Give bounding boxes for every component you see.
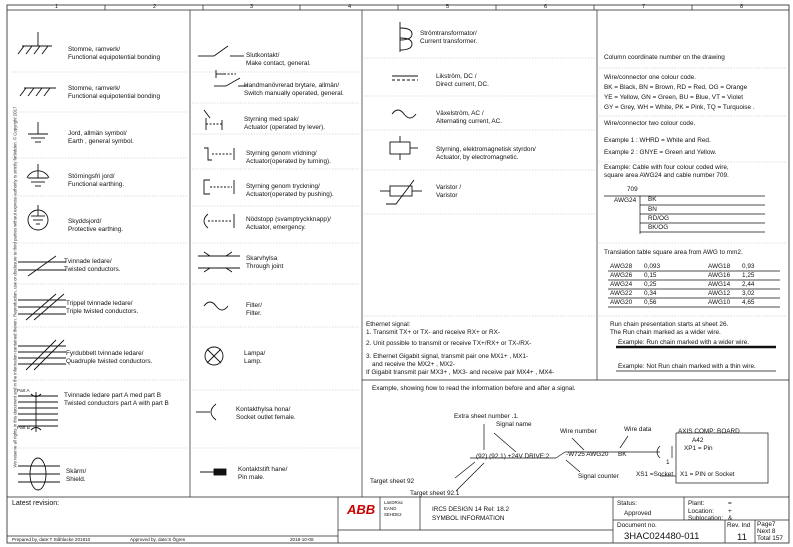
copyright-note: We reserve all rights in this document and in the information contained therein. Reproduction, use or disclosure to third parties without express authority is strictly forbidden. © Copyright 2017 <box>12 106 18 468</box>
example-text: Example 2 : GNYE = Green and Yellow. <box>604 149 717 156</box>
electromagnetic-actuator-icon <box>390 136 418 160</box>
symbol-label-en: Varistor <box>436 192 458 199</box>
example-text: Example 1 : WHRD = White and Red. <box>604 137 711 144</box>
symbol-label-en: Make contact, general. <box>246 60 311 67</box>
colour-codes: YE = Yellow, GN = Green, BU = Blue, VT = Violet <box>604 94 744 101</box>
awg-cell: AWG26 <box>610 272 633 279</box>
pin-male-icon <box>200 469 226 475</box>
column-coord-note: Column coordinate number on the drawing <box>604 54 725 61</box>
cable-wire: RD/OG <box>648 215 669 222</box>
cable-awg: AWG24 <box>614 197 637 204</box>
column-number: 6 <box>544 4 548 10</box>
twisted-conductors-icon <box>18 256 66 276</box>
lamp-icon <box>205 347 223 365</box>
symbol-label-sv: Handmanövrerad brytare, allmän/ <box>244 82 340 89</box>
latest-revision-label: Latest revision: <box>12 500 60 507</box>
varistor-icon <box>380 180 422 204</box>
revision-value: 11 <box>737 532 747 543</box>
plant-label: Plant: <box>688 500 705 507</box>
signal-name-label: Signal name <box>496 421 532 428</box>
symbol-label-en: Actuator(operated by turning). <box>246 158 331 165</box>
language-code: EANO <box>384 506 397 511</box>
symbol-label-sv: Fyrdubbelt tvinnade ledare/ <box>66 350 144 357</box>
prepared-by: Prepared by, date:T Ståhlacke 201810 <box>12 537 91 542</box>
symbol-label-en: Socket outlet female. <box>236 414 296 421</box>
total-pages: Total 157 <box>757 535 783 542</box>
frame-bonding-icon <box>18 32 52 54</box>
awg-cell: 0,093 <box>644 263 660 270</box>
symbol-label-sv: Skarvhylsa <box>246 255 278 262</box>
symbol-label-sv: Skyddsjord/ <box>68 218 102 225</box>
axis-comp-label: AXIS COMP: BOARD <box>678 428 740 435</box>
symbol-label-en: Shield. <box>66 476 86 483</box>
symbol-label-sv: Störningsfri jord/ <box>68 173 115 180</box>
awg-cell: AWG14 <box>708 281 731 288</box>
symbol-label-sv: Filter/ <box>246 302 262 309</box>
x1-label: X1 = PIN or Socket <box>680 471 735 478</box>
symbol-label-sv: Lampa/ <box>244 350 266 357</box>
symbol-label-sv: Styrning genom tryckning/ <box>246 183 320 190</box>
symbol-label-sv: Stomme, ramverk/ <box>68 85 121 92</box>
location-label: Location: <box>688 508 714 515</box>
symbol-label-sv: Kontakthylsa hona/ <box>236 406 291 413</box>
column-number: 2 <box>153 4 157 10</box>
awg-cell: 0,56 <box>644 299 657 306</box>
symbol-label-en: Twisted conductors. <box>64 266 121 273</box>
symbol-label-sv: Styrning med spak/ <box>244 116 299 123</box>
signal-reference: (92) (92.1) +24V DRIVE:2 <box>476 453 550 460</box>
awg-cell: 2,44 <box>742 281 755 288</box>
symbol-label-sv: Skärm/ <box>66 468 87 475</box>
symbol-label-sv: Växelström, AC / <box>436 110 484 117</box>
language-code: SEHDE2 <box>384 512 402 517</box>
symbol-label-sv: Varistor / <box>436 184 462 191</box>
make-contact-icon <box>198 46 244 56</box>
run-chain-wide: Example: Run chain marked with a wider wire. <box>618 339 750 346</box>
manual-switch-icon <box>214 70 248 86</box>
document-number: 3HAC024480-011 <box>624 531 700 542</box>
symbol-label-sv: Tvinnade ledare/ <box>64 258 112 265</box>
symbol-label-en: Current transformer. <box>420 38 478 45</box>
run-chain-note: The Run chain marked as a wider wire. <box>610 329 721 336</box>
symbol-label-sv: Likström, DC / <box>436 73 477 80</box>
ethernet-title: Ethernet signal: <box>366 321 411 328</box>
symbol-label-en: Alternating current, AC. <box>436 118 503 125</box>
wire-number-label: Wire number <box>560 428 597 435</box>
colour-code-title: Wire/connector one colour code. <box>604 74 697 81</box>
awg-cell: AWG20 <box>610 299 633 306</box>
functional-earth-icon <box>27 164 49 186</box>
target-sheet-label: Target sheet 92 <box>370 478 415 485</box>
symbol-label-en: Quadruple twisted conductors. <box>66 358 153 365</box>
symbol-label-en: Protective earthing. <box>68 226 124 233</box>
symbol-label-en: Actuator(operated by pushing). <box>246 191 334 198</box>
push-actuator-icon <box>204 180 234 194</box>
awg-cell: AWG10 <box>708 299 731 306</box>
symbol-label-en: Actuator (operated by lever). <box>244 124 325 131</box>
awg-cell: 1,25 <box>742 272 755 279</box>
symbol-label-en: Functional earthing. <box>68 181 125 188</box>
awg-cell: 0,34 <box>644 290 657 297</box>
emergency-stop-icon <box>204 214 234 228</box>
colour-codes: GY = Grey, WH = White, PK = Pink, TQ = Turquoise . <box>604 104 755 111</box>
status-label: Status: <box>617 500 637 507</box>
ethernet-line: 3. Ethernet Gigabit signal, transmit pair one MX1+ , MX1- <box>366 353 529 360</box>
wire-colour: BK <box>618 451 627 458</box>
symbol-label-sv: Kontaktstift hane/ <box>238 466 288 473</box>
abb-logo: ABB <box>347 502 376 517</box>
awg-cell: 0,25 <box>644 281 657 288</box>
awg-cell: AWG12 <box>708 290 731 297</box>
symbol-label-en: Pin male. <box>238 474 265 481</box>
earth-icon <box>28 122 48 142</box>
awg-cell: 4,65 <box>742 299 755 306</box>
status-value: Approved <box>624 510 652 517</box>
column-number: 3 <box>250 4 254 10</box>
symbol-label-en: Triple twisted conductors. <box>66 308 139 315</box>
language-code: LanDRisc <box>384 500 404 505</box>
next-page: Next 8 <box>757 528 776 535</box>
two-colour-title: Wire/connector two colour code. <box>604 120 696 127</box>
xp1-label: XP1 = Pin <box>684 445 713 452</box>
part-a-label: Part A <box>17 388 30 393</box>
xs1-label: XS1 =Socket <box>636 471 674 478</box>
signal-counter-label: Signal counter <box>578 473 619 480</box>
ethernet-line: If Gigabit transmit pair MX3+ , MX3- and receive pair MX4+ , MX4- <box>366 369 555 376</box>
document-number-label: Document no. <box>617 522 657 529</box>
column-number: 1 <box>55 4 59 10</box>
symbol-label-en: Actuator, by electromagnetic. <box>436 154 519 161</box>
target-sheet-label: Target sheet 92.1 <box>410 490 460 497</box>
awg-cell: 0,93 <box>742 263 755 270</box>
through-joint-icon <box>198 252 240 272</box>
symbol-label-en: Actuator, emergency. <box>246 224 306 231</box>
example-text: square area AWG24 and cable number 709. <box>604 172 729 179</box>
quadruple-twisted-icon <box>18 340 66 370</box>
pin-number: 1 <box>666 459 670 466</box>
turn-actuator-icon <box>204 148 234 160</box>
symbol-label-sv: Slutkontakt/ <box>246 52 280 59</box>
cable-wire: BK <box>648 196 657 203</box>
symbol-label-en: Lamp. <box>244 358 262 365</box>
protective-earth-icon <box>28 205 48 230</box>
wire-reference: -W725 AWG20 <box>566 451 609 458</box>
symbol-label-sv: Strömtransformator/ <box>420 30 477 37</box>
column-number: 4 <box>348 4 352 10</box>
page-number: Page7 <box>757 521 776 528</box>
symbol-label-en: Direct current, DC. <box>436 81 489 88</box>
approval-date: 2018-10-08 <box>290 537 314 542</box>
wire-data-label: Wire data <box>624 426 652 433</box>
run-chain-note: Run chain presentation starts at sheet 26. <box>610 321 729 328</box>
lever-actuator-icon <box>204 110 222 130</box>
cable-number: 709 <box>627 186 638 193</box>
symbol-label-en: Through joint <box>246 263 284 270</box>
symbol-label-sv: Trippel tvinnade ledare/ <box>66 300 133 307</box>
run-chain-thin: Example: Not Run chain marked with a thin wire. <box>618 363 756 370</box>
symbol-label-sv: Nödstopp (svamptryckknapp)/ <box>246 216 331 223</box>
awg-cell: 3,02 <box>742 290 755 297</box>
ac-icon <box>392 110 416 118</box>
awg-cell: AWG16 <box>708 272 731 279</box>
symbol-label-en: Switch manually operated, general. <box>244 90 344 97</box>
ethernet-line: 1. Transmit TX+ or TX- and receive RX+ or RX- <box>366 329 501 336</box>
awg-cell: AWG28 <box>610 263 633 270</box>
column-number: 5 <box>446 4 450 10</box>
socket-female-icon <box>196 404 216 420</box>
filter-icon <box>204 302 228 310</box>
column-number: 7 <box>642 4 646 10</box>
symbol-label-sv: Stomme, ramverk/ <box>68 46 121 53</box>
symbol-label-en: Earth , general symbol. <box>68 138 134 145</box>
symbol-label-sv: Styrning, elektromagnetisk styrdon/ <box>436 146 536 153</box>
symbol-label-en: Filter. <box>246 310 262 317</box>
ethernet-line: and receive the MX2+ , MX2- <box>372 361 455 368</box>
sublocation-value: & <box>728 515 733 522</box>
symbol-label-en: Functional equipotential bonding <box>68 93 161 100</box>
symbol-label-sv: Tvinnade ledare part A med part B <box>64 392 161 399</box>
awg-cell: AWG22 <box>610 290 633 297</box>
symbol-label-en: Twisted conductors part A with part B <box>64 400 169 407</box>
dc-icon <box>392 76 418 80</box>
cable-wire: BK/OG <box>648 224 669 231</box>
frame-bonding-icon-2 <box>20 88 56 96</box>
colour-codes: BK = Black, BN = Brown, RD = Red, OG = Orange <box>604 84 748 91</box>
awg-cell: AWG24 <box>610 281 633 288</box>
revision-label: Rev. Ind <box>727 522 751 529</box>
triple-twisted-icon <box>18 294 66 320</box>
plant-value: = <box>728 500 732 507</box>
project-name: IRC5 DESIGN 14 Rel: 18.2 <box>432 506 510 513</box>
symbol-label-sv: Styrning genom vridning/ <box>246 150 317 157</box>
approved-by: Approved by, date:S Ögren <box>130 537 186 542</box>
part-b-label: Part B <box>17 425 30 430</box>
column-number: 8 <box>740 4 744 10</box>
sublocation-label: Sublocation: <box>688 515 724 522</box>
location-value: + <box>728 508 732 515</box>
translation-title: Translation table square area from AWG to mm2. <box>604 249 743 256</box>
shield-icon <box>18 458 60 490</box>
example-text: Example: Cable with four colour coded wire, <box>604 164 729 171</box>
ethernet-line: 2. Unit possible to transmit or receive TX+/RX+ or TX-/RX- <box>366 340 532 347</box>
symbol-label-en: Functional equipotential bonding <box>68 54 161 61</box>
symbol-label-sv: Jord, allmän symbol/ <box>68 130 127 137</box>
drawing-title: SYMBOL INFORMATION <box>432 515 505 522</box>
example-title: Example, showing how to read the information before and after a signal. <box>372 385 576 392</box>
a42-label: A42 <box>692 437 704 444</box>
awg-cell: 0,15 <box>644 272 657 279</box>
current-transformer-icon <box>400 22 412 52</box>
extra-sheet-label: Extra sheet number .1. <box>454 413 519 420</box>
cable-wire: BN <box>648 206 657 213</box>
awg-cell: AWG18 <box>708 263 731 270</box>
